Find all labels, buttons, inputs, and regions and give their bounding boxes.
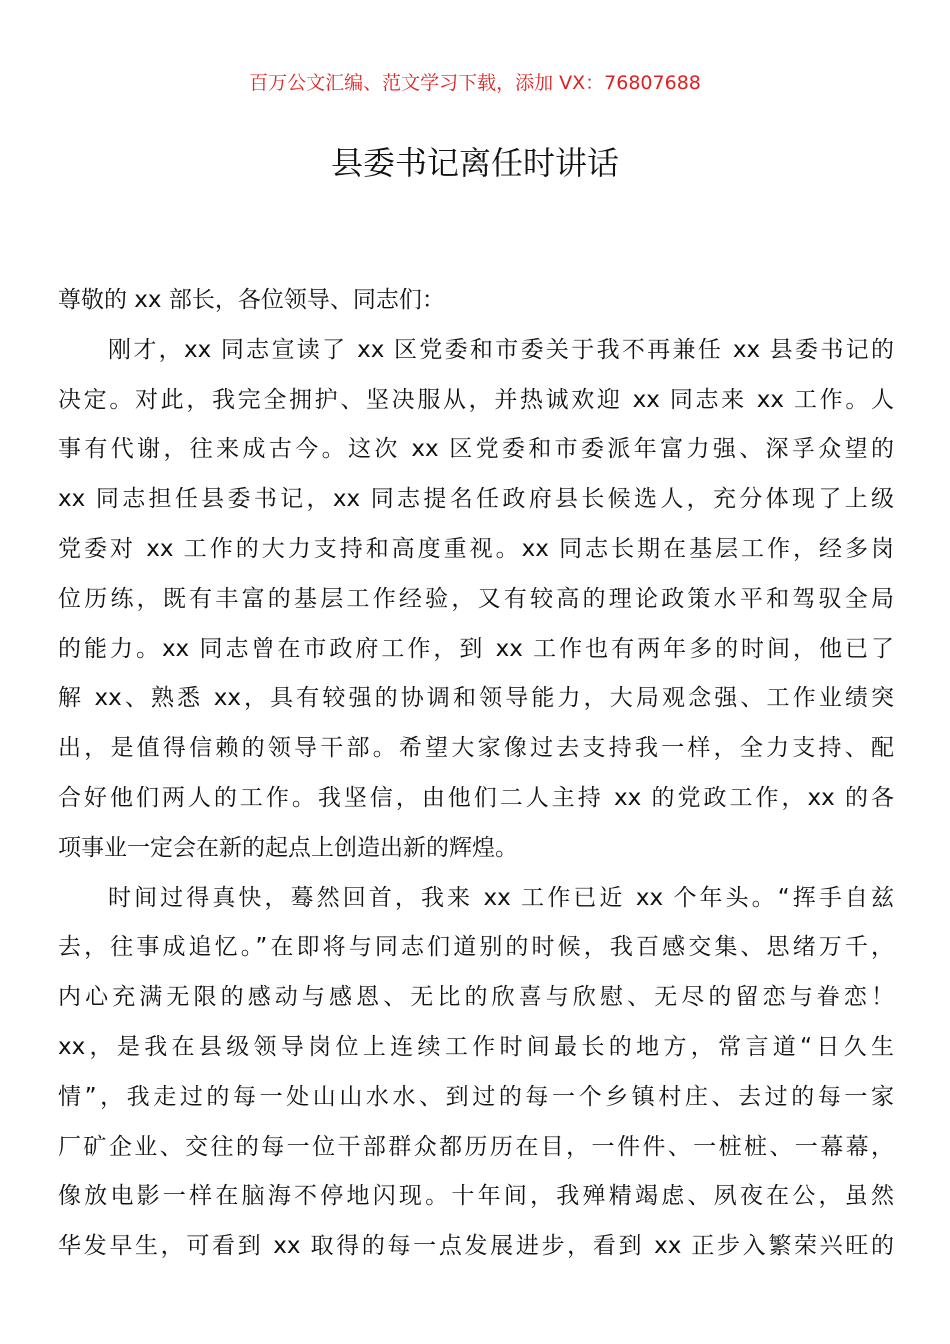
paragraph-line: 事有代谢，往来成古今。这次 xx 区党委和市委派年富力强、深孚众望的 — [58, 436, 894, 463]
paragraph-line: 解 xx、熟悉 xx，具有较强的协调和领导能力，大局观念强、工作业绩突 — [58, 685, 894, 712]
paragraphs — [58, 332, 894, 1278]
paragraph-line: 项事业一定会在新的起点上创造出新的辉煌。 — [58, 834, 518, 861]
salutation: 尊敬的 xx 部长，各位领导、同志们： — [58, 287, 445, 313]
paragraph-line: 合好他们两人的工作。我坚信，由他们二人主持 xx 的党政工作，xx 的各 — [58, 784, 894, 811]
paragraph-line: 内心充满无限的感动与感恩、无比的欣喜与欣慰、无尽的留恋与眷恋！ — [58, 984, 894, 1011]
paragraph-line: 华发早生，可看到 xx 取得的每一点发展进步，看到 xx 正步入繁荣兴旺的 — [58, 1233, 894, 1260]
paragraph-line: 情”，我走过的每一处山山水水、到过的每一个乡镇村庄、去过的每一家 — [58, 1083, 894, 1110]
paragraph-line: 决定。对此，我完全拥护、坚决服从，并热诚欢迎 xx 同志来 xx 工作。人 — [58, 386, 894, 413]
paragraph-line: xx 同志担任县委书记，xx 同志提名任政府县长候选人，充分体现了上级 — [58, 486, 894, 513]
paragraph-line: 厂矿企业、交往的每一位干部群众都历历在目，一件件、一桩桩、一幕幕， — [58, 1133, 894, 1160]
paragraph-line: 像放电影一样在脑海不停地闪现。十年间，我殚精竭虑、夙夜在公，虽然 — [58, 1183, 894, 1210]
paragraph-line: 刚才，xx 同志宣读了 xx 区党委和市委关于我不再兼任 xx 县委书记的 — [108, 336, 894, 363]
watermark-header: 百万公文汇编、范文学习下载，添加 VX：76807688 — [249, 72, 701, 94]
document-body — [58, 282, 894, 1278]
paragraph-line: 去，往事成追忆。”在即将与同志们道别的时候，我百感交集、思绪万千， — [58, 934, 894, 961]
paragraph-line: 的能力。xx 同志曾在市政府工作，到 xx 工作也有两年多的时间，他已了 — [58, 635, 894, 662]
paragraph-line: 时间过得真快，蓦然回首，我来 xx 工作已近 xx 个年头。“挥手自兹 — [108, 884, 894, 911]
paragraph-line: 党委对 xx 工作的大力支持和高度重视。xx 同志长期在基层工作，经多岗 — [58, 535, 894, 562]
paragraph-line: 出，是值得信赖的领导干部。希望大家像过去支持我一样，全力支持、配 — [58, 735, 894, 762]
document-title: 县委书记离任时讲话 — [330, 144, 619, 182]
paragraph-line: xx，是我在县级领导岗位上连续工作时间最长的地方，常言道“日久生 — [58, 1033, 894, 1060]
paragraph-line: 位历练，既有丰富的基层工作经验，又有较高的理论政策水平和驾驭全局 — [58, 585, 894, 612]
